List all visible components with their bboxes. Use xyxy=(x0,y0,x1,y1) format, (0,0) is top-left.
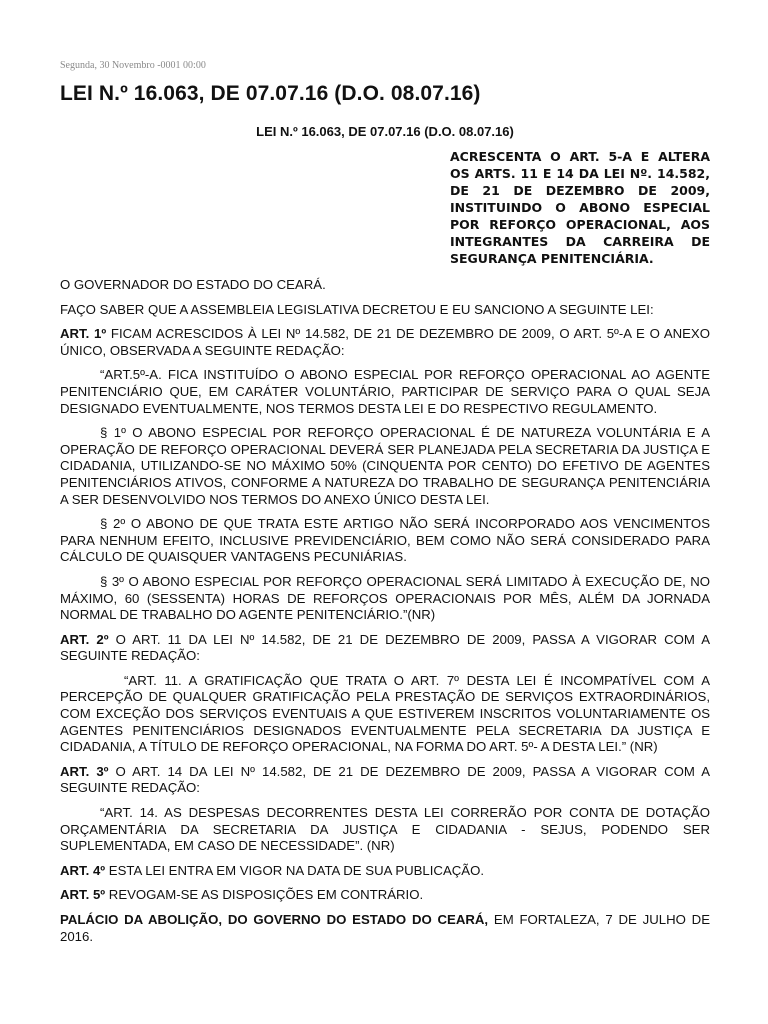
law-body xyxy=(60,124,710,953)
closing-date: EM FORTALEZA, 7 DE JULHO DE 2016. xyxy=(60,912,710,944)
law-summary: ACRESCENTA O ART. 5-A E ALTERA OS ARTS. 11 E 14 DA LEI Nº. 14.582, DE 21 DE DEZEMBRO DE 2009, INSTITUINDO O ABONO ESPECIAL POR REFORÇO OPERACIONAL, AOS INTEGRANTES DA CARREIRA DE SEGURANÇA PENITENCIÁRIA. xyxy=(450,149,710,266)
article-5a-caput: “ART.5º-A. FICA INSTITUÍDO O ABONO ESPECIAL POR REFORÇO OPERACIONAL AO AGENTE PENITENCIÁRIO QUE, EM CARÁTER VOLUNTÁRIO, PARTICIPAR DE SERVIÇO PARA O QUAL SEJA DESIGNADO EVENTUALMENTE, NOS TERMOS DESTA LEI E DO RESPECTIVO REGULAMENTO. xyxy=(60,367,710,416)
article-1-text: FICAM ACRESCIDOS À LEI Nº 14.582, DE 21 DE DEZEMBRO DE 2009, O ART. 5º-A E O ANEXO ÚNICO, OBSERVADA A SEGUINTE REDAÇÃO: xyxy=(60,326,710,358)
page-title: LEI N.º 16.063, DE 07.07.16 (D.O. 08.07.16) xyxy=(60,82,481,105)
article-1-label: ART. 1º xyxy=(60,326,107,342)
article-3-text: O ART. 14 DA LEI Nº 14.582, DE 21 DE DEZEMBRO DE 2009, PASSA A VIGORAR COM A SEGUINTE REDAÇÃO: xyxy=(60,763,710,796)
closing-signature xyxy=(60,912,710,945)
publication-date: Segunda, 30 Novembro -0001 00:00 xyxy=(60,60,206,71)
article-14-quote: “ART. 14. AS DESPESAS DECORRENTES DESTA LEI CORRERÃO POR CONTA DE DOTAÇÃO ORÇAMENTÁRIA DA SECRETARIA DA JUSTIÇA E CIDADANIA - SEJUS, PODENDO SER SUPLEMENTADA, EM CASO DE NECESSIDADE”. (NR) xyxy=(60,805,710,854)
article-3 xyxy=(60,764,710,797)
article-5a-paragraph-3: § 3º O ABONO ESPECIAL POR REFORÇO OPERACIONAL SERÁ LIMITADO À EXECUÇÃO DE, NO MÁXIMO, 60 (SESSENTA) HORAS DE REFORÇOS OPERACIONAIS POR MÊS, ALÉM DA JORNADA NORMAL DE TRABALHO DO AGENTE PENITENCIÁRIO.”(NR) xyxy=(60,573,710,623)
article-5-text: REVOGAM-SE AS DISPOSIÇÕES EM CONTRÁRIO. xyxy=(105,887,424,903)
article-1 xyxy=(60,326,710,359)
article-5 xyxy=(60,887,710,904)
article-2-label: ART. 2º xyxy=(60,631,109,647)
article-5-label: ART. 5º xyxy=(60,887,106,903)
article-4 xyxy=(60,863,710,880)
article-5a-paragraph-2: § 2º O ABONO DE QUE TRATA ESTE ARTIGO NÃO SERÁ INCORPORADO AOS VENCIMENTOS PARA NENHUM EFEITO, INCLUSIVE PREVIDENCIÁRIO, BEM COMO NÃO SERÁ CONSIDERADO PARA CÁLCULO DE QUAISQUER VANTAGENS PECUNIÁRIAS. xyxy=(60,516,710,565)
article-2-text: O ART. 11 DA LEI Nº 14.582, DE 21 DE DEZEMBRO DE 2009, PASSA A VIGORAR COM A SEGUINTE REDAÇÃO: xyxy=(60,631,710,664)
article-5a-paragraph-1: § 1º O ABONO ESPECIAL POR REFORÇO OPERACIONAL É DE NATUREZA VOLUNTÁRIA E A OPERAÇÃO DE REFORÇO OPERACIONAL DEVERÁ SER PLANEJADA PELA SECRETARIA DA JUSTIÇA E CIDADANIA, UTILIZANDO-SE NO MÁXIMO 50% (CINQUENTA POR CENTO) DO EFETIVO DE AGENTES PENITENCIÁRIOS ATIVOS, CONFORME A NATUREZA DO TRABALHO DE SEGURANÇA PENITENCIÁRIA A SER DESENVOLVIDO NOS TERMOS DO ANEXO ÚNICO DESTA LEI. xyxy=(60,425,710,507)
governor-line: O GOVERNADOR DO ESTADO DO CEARÁ. xyxy=(60,277,326,292)
article-4-label: ART. 4º xyxy=(60,862,106,878)
article-3-label: ART. 3º xyxy=(60,763,109,779)
article-11-quote: “ART. 11. A GRATIFICAÇÃO QUE TRATA O ART. 7º DESTA LEI É INCOMPATÍVEL COM A PERCEPÇÃO DE QUALQUER GRATIFICAÇÃO PELA PRESTAÇÃO DE SERVIÇOS EXTRAORDINÁRIOS, COM EXCEÇÃO DOS SERVIÇOS EVENTUAIS A QUE ESTIVEREM INSCRITOS VOLUNTARIAMENTE OS AGENTES PENITENCIÁRIOS DESIGNADOS EVENTUALMENTE PELA SECRETARIA DA JUSTIÇA E CIDADANIA, A TÍTULO DE REFORÇO OPERACIONAL, NA FORMA DO ART. 5º- A DESTA LEI.” (NR) xyxy=(60,672,710,755)
article-4-text: ESTA LEI ENTRA EM VIGOR NA DATA DE SUA PUBLICAÇÃO. xyxy=(105,862,484,878)
article-2 xyxy=(60,632,710,665)
preamble: FAÇO SABER QUE A ASSEMBLEIA LEGISLATIVA DECRETOU E EU SANCIONO A SEGUINTE LEI: xyxy=(60,301,654,317)
closing-place: PALÁCIO DA ABOLIÇÃO, DO GOVERNO DO ESTADO DO CEARÁ, xyxy=(60,912,489,927)
law-subtitle: LEI N.º 16.063, DE 07.07.16 (D.O. 08.07.16) xyxy=(256,124,514,139)
